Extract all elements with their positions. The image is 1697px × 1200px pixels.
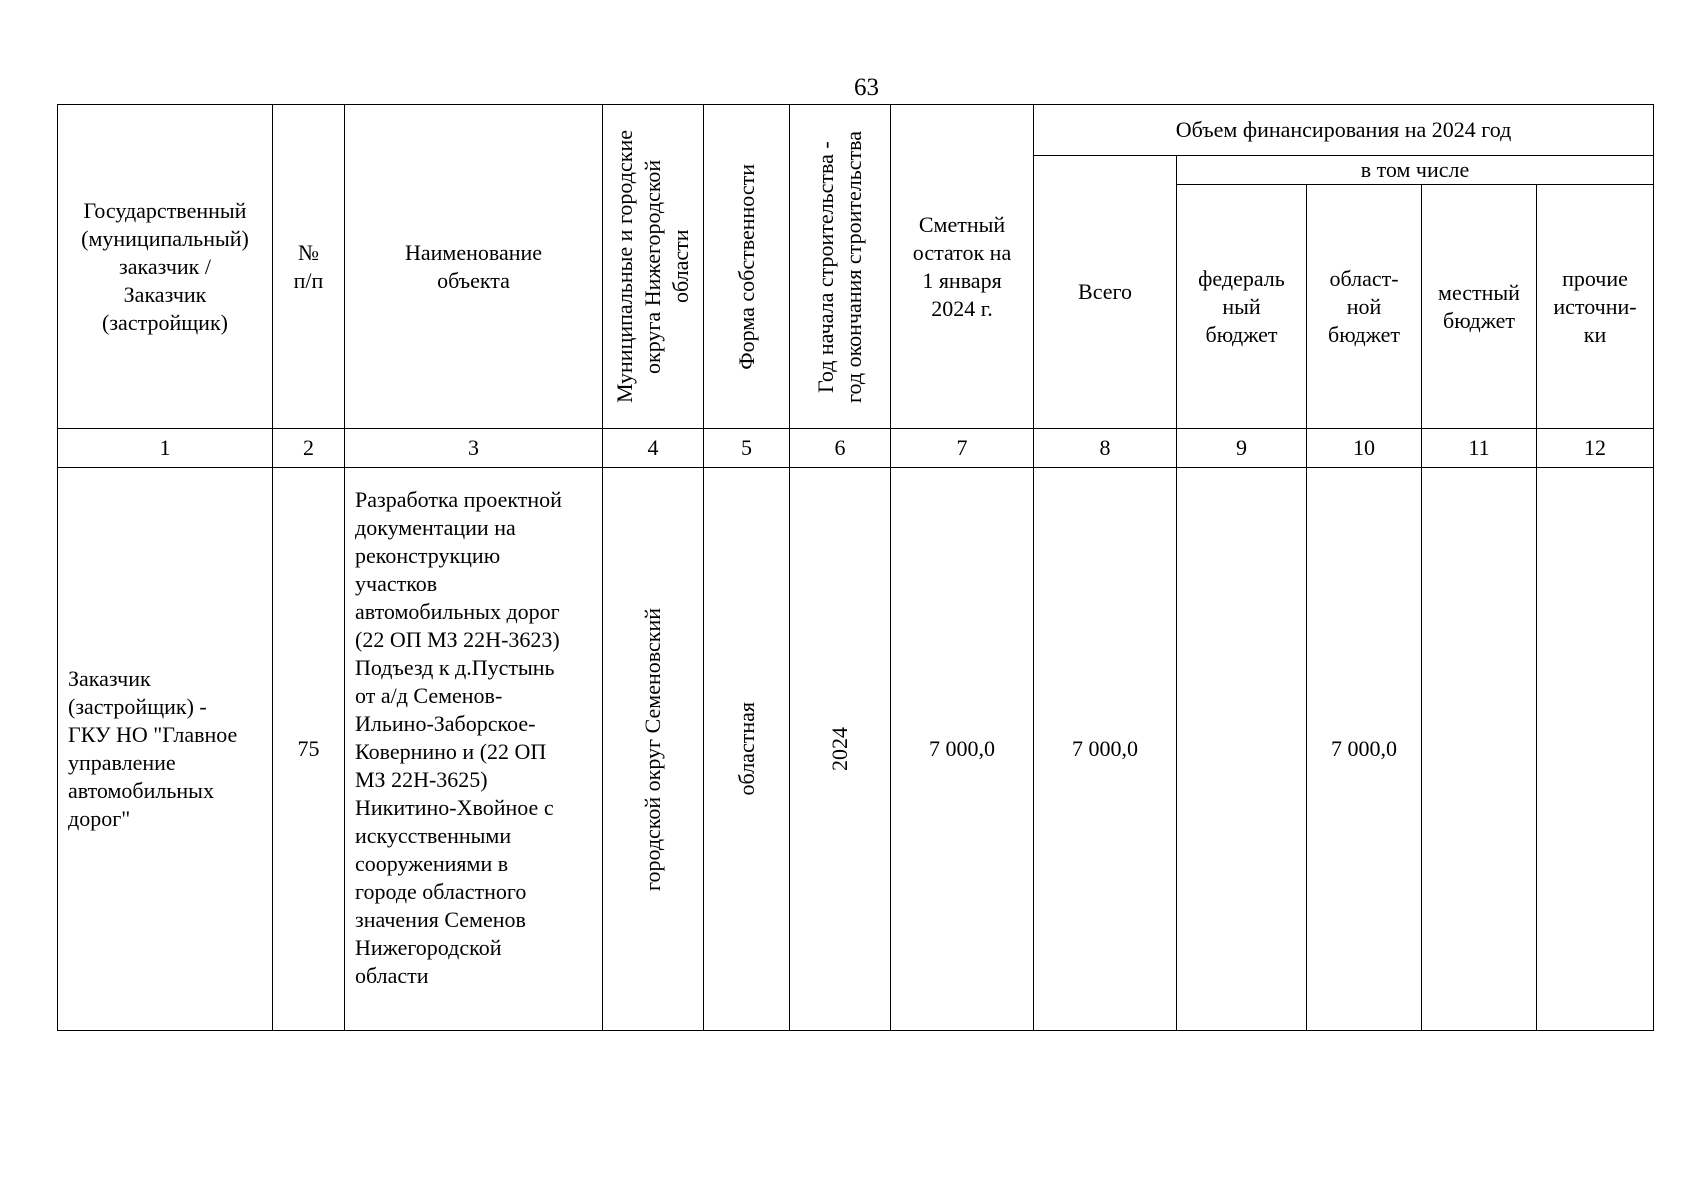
- cell-customer: Заказчик (застройщик) - ГКУ НО "Главное управление автомобильных дорог": [58, 468, 273, 1031]
- cell-other-sources: [1537, 468, 1654, 1031]
- cell-ownership: областная: [704, 468, 790, 1031]
- cell-regional-budget: 7 000,0: [1307, 468, 1422, 1031]
- cell-estimate-balance: 7 000,0: [891, 468, 1034, 1031]
- column-number: 7: [891, 429, 1034, 468]
- header-object-name: Наименование объекта: [345, 105, 603, 429]
- cell-municipality: городской округ Семеновский: [603, 468, 704, 1031]
- table-row: [58, 468, 1654, 1031]
- page-number: 63: [854, 74, 879, 101]
- header-regional-budget: област- ной бюджет: [1307, 185, 1422, 429]
- header-financing-group: Объем финансирования на 2024 год: [1034, 105, 1654, 156]
- column-number: 6: [790, 429, 891, 468]
- cell-federal-budget: [1177, 468, 1307, 1031]
- column-number: 8: [1034, 429, 1177, 468]
- cell-object-name: Разработка проектной документации на реконструкцию участков автомобильных дорог (22 ОП МЗ 22Н-3623) Подъезд к д.Пустынь от а/д Семенов- Ильино-Заборское- Ковернино и (22 ОП МЗ 22Н-3625) Никитино-Хвойное с искусственными сооружениями в городе областного значения Семенов Нижегородской области: [345, 468, 603, 1031]
- column-number: 2: [273, 429, 345, 468]
- column-number: 10: [1307, 429, 1422, 468]
- cell-number: 75: [273, 468, 345, 1031]
- header-local-budget: местный бюджет: [1422, 185, 1537, 429]
- cell-years: 2024: [790, 468, 891, 1031]
- column-number: 9: [1177, 429, 1307, 468]
- cell-local-budget: [1422, 468, 1537, 1031]
- column-number: 5: [704, 429, 790, 468]
- cell-total: 7 000,0: [1034, 468, 1177, 1031]
- header-estimate-balance: Сметный остаток на 1 января 2024 г.: [891, 105, 1034, 429]
- header-other-sources: прочие источни- ки: [1537, 185, 1654, 429]
- column-number: 3: [345, 429, 603, 468]
- header-customer: Государственный (муниципальный) заказчик / Заказчик (застройщик): [58, 105, 273, 429]
- column-number: 11: [1422, 429, 1537, 468]
- header-federal-budget: федераль ный бюджет: [1177, 185, 1307, 429]
- header-total: Всего: [1034, 156, 1177, 429]
- header-ownership: Форма собственности: [704, 105, 790, 429]
- column-number: 4: [603, 429, 704, 468]
- header-including-group: в том числе: [1177, 156, 1654, 185]
- header-row: [58, 105, 1654, 156]
- header-number: № п/п: [273, 105, 345, 429]
- financing-table: [57, 104, 1654, 1031]
- column-number: 12: [1537, 429, 1654, 468]
- header-years: Год начала строительства - год окончания строительства: [790, 105, 891, 429]
- header-municipality: Муниципальные и городские округа Нижегородской области: [603, 105, 704, 429]
- column-number: 1: [58, 429, 273, 468]
- column-number-row: [58, 429, 1654, 468]
